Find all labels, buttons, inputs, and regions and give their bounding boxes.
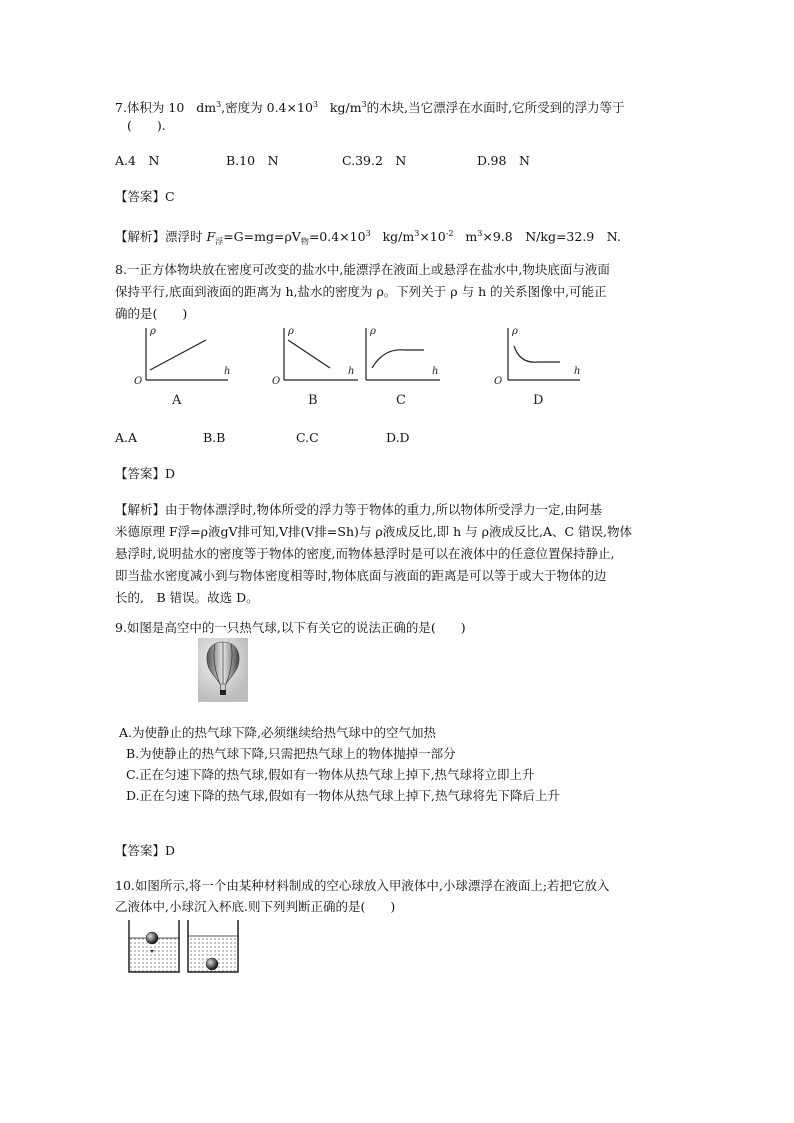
graph-b	[272, 326, 358, 408]
floating-ball	[146, 932, 158, 944]
q8-option-b: B.B	[203, 430, 226, 445]
graph-d-label: D	[533, 393, 544, 408]
q7-stem-text3: 的木块,当它漂浮在水面时,它所受到的浮力等于	[366, 100, 625, 115]
q8-stem-line2: 保持平行,底面到液面的距离为 h,盐水的密度为 ρ。下列关于 ρ 与 h 的关系图像中,可能正	[115, 284, 607, 299]
q7-option-d: D.98 N	[477, 153, 530, 168]
q7-density-exp: 3	[312, 100, 318, 109]
q7-analysis-eq3: kg/m	[382, 229, 415, 244]
q7-analysis-exp4: 3	[477, 229, 483, 238]
q7-analysis-eq6: ×9.8 N/kg=32.9 N.	[482, 229, 621, 244]
q7-unit1: dm	[196, 100, 217, 115]
q7-analysis-eq4: ×10	[419, 229, 446, 244]
graph-d-y-label: ρ	[512, 326, 518, 337]
graph-a-x-label: h	[224, 366, 231, 377]
q10-beakers-figure	[126, 918, 246, 978]
q7-unit2-exp: 3	[361, 100, 367, 109]
graph-d-x-label: h	[574, 366, 581, 377]
q8-analysis-line5: 长的, B 错误。故选 D。	[115, 590, 259, 605]
q7-stem-text: 7.体积为 10	[115, 100, 185, 115]
graph-d	[494, 326, 580, 408]
q7-option-c: C.39.2 N	[342, 153, 407, 168]
q7-analysis-eq1: =G=mg=ρV	[223, 229, 301, 244]
q9-answer: 【答案】D	[115, 843, 176, 858]
q9-option-d: D.正在匀速下降的热气球,假如有一物体从热气球上掉下,热气球将先下降后上升	[126, 788, 560, 803]
q8-analysis-line1: 【解析】由于物体漂浮时,物体所受的浮力等于物体的重力,所以物体所受浮力一定,由阿基	[115, 502, 602, 517]
graph-c	[366, 326, 440, 408]
graph-a-curve	[150, 340, 206, 370]
q7-analysis-f: F	[206, 229, 216, 244]
q10-stem-line2: 乙液体中,小球沉入杯底.则下列判断正确的是( )	[115, 899, 396, 914]
q7-analysis-eq2: =0.4×10	[308, 229, 366, 244]
beaker-yi	[188, 920, 238, 972]
q7-option-b: B.10 N	[226, 153, 279, 168]
graph-c-label: C	[396, 393, 406, 408]
q8-stem-line3: 确的是( )	[115, 306, 188, 321]
q7-analysis-exp3: -2	[445, 229, 454, 238]
q7-paren: ( ).	[127, 118, 166, 133]
graph-d-curve	[514, 346, 560, 362]
q8-option-c: C.C	[296, 430, 319, 445]
q7-option-a: A.4 N	[115, 153, 160, 168]
q9-option-c: C.正在匀速下降的热气球,假如有一物体从热气球上掉下,热气球将立即上升	[126, 767, 535, 782]
q9-option-a: A.为使静止的热气球下降,必须继续给热气球中的空气加热	[119, 725, 436, 740]
q10-stem-line1: 10.如图所示,将一个由某种材料制成的空心球放入甲液体中,小球漂浮在液面上;若把它放入	[115, 878, 610, 893]
q8-option-d: D.D	[386, 430, 410, 445]
q8-analysis-line3: 悬浮时,说明盐水的密度等于物体的密度,而物体悬浮时是可以在液体中的任意位置保持静止,	[115, 546, 615, 561]
sunken-ball	[206, 958, 218, 970]
graph-a-y-label: ρ	[150, 326, 156, 337]
q7-stem	[115, 97, 625, 116]
q7-analysis	[115, 226, 621, 250]
q7-analysis-sub-obj: 物	[300, 237, 309, 246]
graph-a-origin: O	[134, 376, 143, 387]
q7-unit1-exp: 3	[216, 100, 222, 109]
q7-analysis-eq5: m	[465, 229, 478, 244]
graph-c-curve	[372, 350, 424, 368]
q7-analysis-exp1: 3	[365, 229, 371, 238]
q7-analysis-label: 【解析】漂浮时	[115, 229, 203, 244]
q8-stem-line1: 8.一正方体物块放在密度可改变的盐水中,能漂浮在液面上或悬浮在盐水中,物块底面与液面	[115, 262, 610, 277]
graph-a	[134, 326, 230, 408]
graph-b-origin: O	[272, 376, 281, 387]
q8-answer: 【答案】D	[115, 466, 176, 481]
q8-graphs	[0, 322, 794, 412]
graph-c-y-label: ρ	[370, 326, 376, 337]
q9-option-b: B.为使静止的热气球下降,只需把热气球上的物体抛掉一部分	[126, 746, 456, 761]
q8-analysis-line4: 即当盐水密度减小到与物体密度相等时,物体底面与液面的距离是可以等于或大于物体的边	[115, 568, 607, 583]
graph-d-origin: O	[494, 376, 503, 387]
graph-a-label: A	[172, 393, 182, 408]
graph-b-label: B	[308, 393, 318, 408]
q7-stem-text2: ,密度为 0.4×10	[221, 100, 313, 115]
graph-b-y-label: ρ	[288, 326, 294, 337]
q7-unit2: kg/m	[329, 100, 362, 115]
q8-analysis-line2: 米德原理 F浮=ρ液gV排可知,V排(V排=Sh)与 ρ液成反比,即 h 与 ρ液成反比,A、C 错误,物体	[115, 524, 632, 539]
graph-b-curve	[288, 340, 330, 368]
graph-c-x-label: h	[432, 366, 439, 377]
q7-analysis-sub-float: 浮	[215, 237, 224, 246]
q7-analysis-exp2: 3	[414, 229, 420, 238]
q7-answer: 【答案】C	[115, 189, 175, 204]
graph-b-x-label: h	[348, 366, 355, 377]
q9-stem: 9.如图是高空中的一只热气球,以下有关它的说法正确的是( )	[115, 620, 466, 635]
hot-air-balloon-image	[198, 638, 248, 702]
beaker-jia	[129, 920, 179, 972]
q8-option-a: A.A	[115, 430, 138, 445]
